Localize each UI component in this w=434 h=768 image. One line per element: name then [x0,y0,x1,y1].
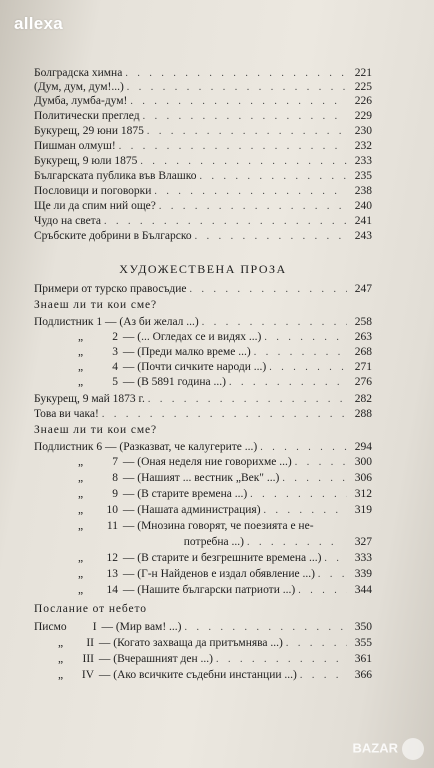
toc-entry: Думба, лумба-дум! . . . 226 [34,94,372,108]
toc-entry: „ 4 — (Почти сичките народи ...) . . . 271 [34,360,372,374]
dot-leader [254,346,347,360]
toc-entry: Букурещ, 29 юни 1875 . . . 230 [34,124,372,138]
toc-entry: Примери от турско правосъдие . . . 247 [34,282,372,296]
toc-entry: (Дум, дум, дум!...) . . . 225 [34,80,372,94]
dot-leader [154,185,347,199]
toc-entry: Болградска химна . . . 221 [34,66,372,80]
toc-entry: „ 2 — (... Огледах се и видях ...) . . . 263 [34,330,372,344]
toc-entry: Пословици и поговорки . . . 238 [34,184,372,198]
toc-entry: Букурещ, 9 юли 1875 . . . 233 [34,154,372,168]
toc-entry: „ 8 — (Нашият ... вестник „Век" ...) . . . 306 [34,471,372,485]
dot-leader [295,456,347,470]
dot-leader [147,125,347,139]
dot-leader [298,584,347,598]
dot-leader [104,215,347,229]
dot-leader [202,316,347,330]
toc-entry: „ 12 — (В старите и безгрешните времена ...) . . . 333 [34,551,372,565]
toc-entry: Букурещ, 9 май 1873 г. . . . 282 [34,392,372,406]
toc-entry: Българската публика във Влашко . . . 235 [34,169,372,183]
dot-leader [143,110,347,124]
subsection-heading: Послание от небето [34,603,147,615]
dot-leader [190,283,347,297]
toc-entry: „ III — (Вчерашният ден ...) . . . 361 [34,652,372,666]
watermark-logo: allexa [14,14,64,33]
toc-entry: Сръбските добрини в Българско . . . 243 [34,229,372,243]
toc-entry: Подлистник 6 — (Разказват, че калугерите ...) . . . 294 [34,440,372,454]
dot-leader [264,331,347,345]
toc-entry: „ 13 — (Г-н Найденов е издал обявление ...) . . . 339 [34,567,372,581]
section-title: ХУДОЖЕСТВЕНА ПРОЗА [119,262,287,276]
dot-leader [159,200,347,214]
dot-leader [269,361,347,375]
dot-leader [260,441,347,455]
dot-leader [286,637,347,651]
toc-entry: Политически преглед . . . 229 [34,109,372,123]
dot-leader [282,472,347,486]
dot-leader [185,621,348,635]
dot-leader [324,552,347,566]
dot-leader [247,536,343,550]
dot-leader [102,408,347,422]
toc-entry: Писмо I — (Мир вам! ...) . . . 350 [34,620,372,634]
dot-leader [318,568,347,582]
toc-entry: „ 9 — (В старите времена ...) . . . 312 [34,487,372,501]
toc-entry: „ IV — (Ако всичките съдебни инстанции ...) . . . 366 [34,668,372,682]
toc-entry: Ще ли да спим ний още? . . . 240 [34,199,372,213]
dot-leader [125,67,347,81]
dot-leader [216,653,347,667]
dot-leader [130,95,347,109]
dot-leader [229,376,347,390]
subsection-heading: Знаеш ли ти кои сме? [34,424,158,436]
toc-entry: „ 3 — (Преди малко време ...) . . . 268 [34,345,372,359]
dot-leader [250,488,347,502]
dot-leader [195,230,347,244]
dot-leader [148,393,347,407]
subsection-heading: Знаеш ли ти кои сме? [34,299,158,311]
toc-entry: „ 11 — (Мнозина говорят, че поезията е не- [78,520,314,532]
dot-leader [127,81,347,95]
toc-entry: „ II — (Когато захваща да притъмнява ...) . . . 355 [34,636,372,650]
dot-leader [199,170,347,184]
toc-entry-continuation: потребна ...) . . . 327 [34,535,372,549]
toc-entry: Пишман олмуш! . . . 232 [34,139,372,153]
toc-entry: „ 7 — (Оная неделя ние говорихме ...) . . . 300 [34,455,372,469]
toc-entry: Това ви чака! . . . 288 [34,407,372,421]
dot-leader [119,140,347,154]
watermark-bottom-text: BAZAR [352,740,398,756]
dot-leader [264,504,347,518]
toc-entry: Чудо на света . . . 241 [34,214,372,228]
toc-entry: „ 10 — (Нашата администрация) . . . 319 [34,503,372,517]
dot-leader [140,155,347,169]
dot-leader [300,669,347,683]
toc-entry: „ 5 — (В 5891 година ...) . . . 276 [34,375,372,389]
toc-entry: „ 14 — (Нашите български патриоти ...) . . . 344 [34,583,372,597]
toc-entry: Подлистник 1 — (Аз би желал ...) . . . 258 [34,315,372,329]
